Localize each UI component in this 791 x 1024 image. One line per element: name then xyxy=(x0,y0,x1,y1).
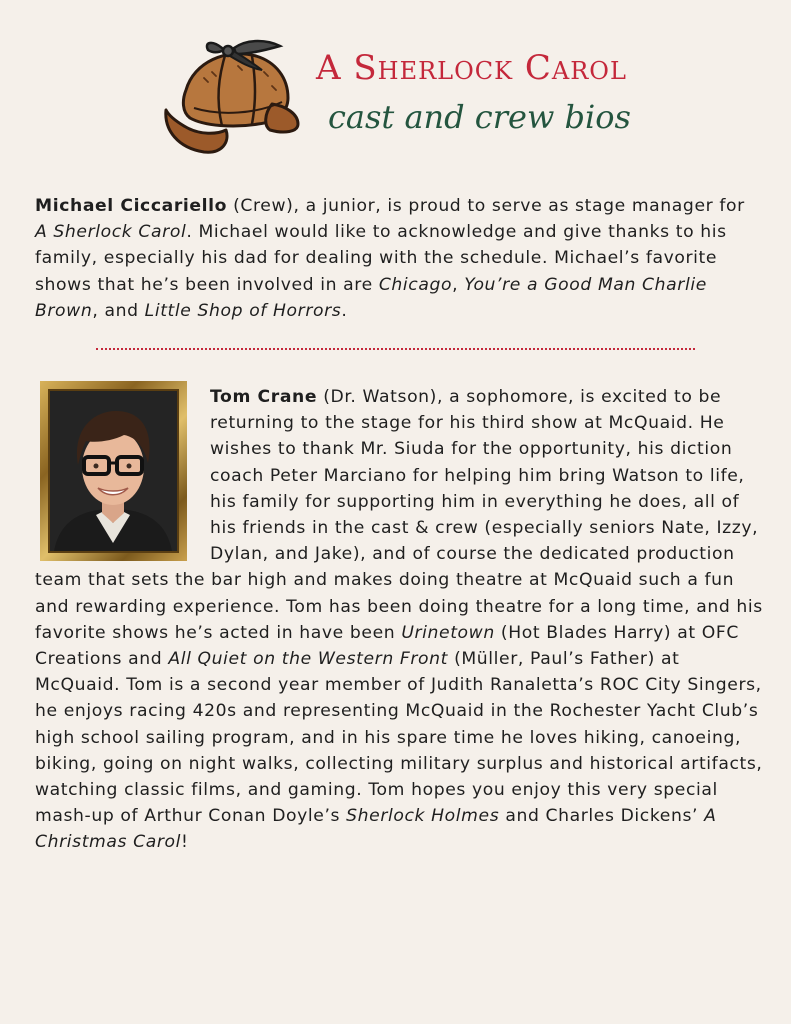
page-title: A Sherlock Carol xyxy=(316,48,627,88)
deerstalker-hat-icon xyxy=(160,38,302,156)
page-subtitle: cast and crew bios xyxy=(328,98,631,136)
show-title: All Quiet on the Western Front xyxy=(168,649,448,670)
dotted-divider xyxy=(96,348,695,350)
bio-text: and Charles Dickens’ xyxy=(499,806,705,827)
bio-text: (Crew), a junior, is proud to serve as stage manager for xyxy=(227,196,745,216)
bio-text: ! xyxy=(181,832,189,853)
bio-text: (Dr. Watson), a sophomore, is excited to be returning to the stage for his third show at McQuaid. He wishes to thank Mr. Siuda for the opportunity, his diction coach Peter Marciano for helping him bring Watson to life, his family for supporting him in everything he does, all of his friends in the cast & crew (especially seniors Nate, Izzy, Dylan, and Jake), and of course the dedicated production team that sets the bar high and makes doing theatre at McQuaid such a fun and rewarding experience. Tom has been doing theatre for a long time, and his favorite shows he’s acted in have been xyxy=(35,387,763,643)
bio-text: . xyxy=(341,300,348,321)
page-header xyxy=(0,0,791,170)
bio-name: Michael Ciccariello xyxy=(35,196,228,216)
bio-text: (Hot Blades Harry) at OFC Creations and xyxy=(35,622,740,670)
show-title: Urinetown xyxy=(401,622,495,643)
bio-name: Tom Crane xyxy=(210,387,318,407)
bio-text: , and xyxy=(92,300,145,321)
bio-michael-ciccariello xyxy=(35,193,760,324)
show-title: A Sherlock Carol xyxy=(35,222,187,243)
bio-text: (Müller, Paul’s Father) at McQuaid. Tom is a second year member of Judith Ranaletta’s ROC City Singers, he enjoys racing 420s and representing McQuaid in the Rochester Yacht Club’s high school sailing program, and in his spare time he loves hiking, canoeing, biking, going on night walks, collecting military surplus and historical artifacts, watching classic films, and gaming. Tom hopes you enjoy this very special mash-up of Arthur Conan Doyle’s xyxy=(35,649,763,827)
bio-text: . Michael would like to acknowledge and give thanks to his family, especially his dad for dealing with the schedule. Michael’s favorite shows that he’s been involved in are xyxy=(35,222,727,295)
bio-text: , xyxy=(452,274,465,295)
show-title: Little Shop of Horrors xyxy=(144,300,342,321)
show-title: A Christmas Carol xyxy=(35,806,717,853)
show-title: Chicago xyxy=(378,274,453,295)
bio-tom-crane xyxy=(35,384,765,856)
show-title: Sherlock Holmes xyxy=(346,806,500,827)
show-title: You’re a Good Man Charlie Brown xyxy=(35,274,707,321)
